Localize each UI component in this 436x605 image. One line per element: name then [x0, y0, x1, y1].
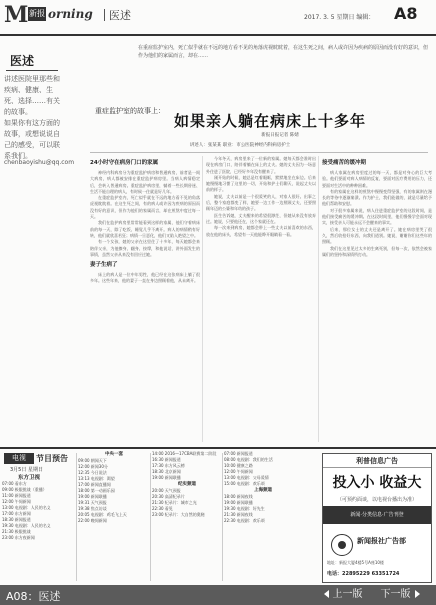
article-paragraph: 有的家属在这样的煎熬中慢慢变得坚强，有的家属则在漫长的等待中逐渐崩溃。作为护士，我们能做的，就是尽量给予他们帮助和安慰。	[322, 188, 432, 207]
tv-title: 节目预告	[36, 454, 68, 463]
article-paragraph: 在重症监护室内，死亡似乎就在不远的地方看不见的角落虎视眈眈着。在这生死之间，有的病人或许因为疾病的原因而没有好的意识，但作为他们的家属而言，却在煎熬中度过每一天。	[90, 195, 200, 220]
contact-email: chenbaoyishu@qq.com	[4, 159, 75, 166]
tv-listing: 07:00 新闻报道	[224, 451, 253, 456]
tv-listing: 12:35 今日说法	[78, 470, 107, 475]
tv-listing: 20:05 电视剧：鸡毛飞上天	[78, 512, 127, 517]
tv-listing: 15:00 电视剧：欢乐颂	[224, 481, 265, 486]
ad-address: 地址：新报大厦4楼5号A座10楼	[327, 560, 384, 565]
issue-date: 2017. 3. 5 星期日 编辑：	[304, 14, 375, 21]
tv-schedule-section	[0, 447, 436, 585]
tv-listing: 23:00 东方夜新闻	[2, 535, 35, 540]
tv-listing: 11:00 新闻报道	[2, 493, 31, 498]
headline-kicker: 重症监护室的故事上：	[95, 107, 165, 115]
tv-listing: 12:00 新闻30分	[78, 464, 108, 469]
tv-date: 3月5日 星期日	[10, 467, 43, 473]
tv-listing: 13:00 电视剧：父母爱情	[224, 475, 269, 480]
tv-listing: 22:00 晚间新闻	[78, 518, 107, 523]
tv-listing: 18:30 北京新闻	[152, 469, 181, 474]
article-column-2	[206, 156, 316, 442]
tv-listing: 18:30 新闻报道	[2, 517, 31, 522]
tv-listing: 09:00 朝闻天下	[78, 458, 107, 463]
column-sidebar	[0, 40, 75, 190]
tv-channel-subhead: 上海频道	[254, 488, 272, 493]
column-title: 医述	[10, 54, 35, 68]
article-paragraph: 对于很多家属来说，病人住进重症监护室的这段时间，是他们接受痛苦的缓冲期。在这段时间里，他们慢慢学会面对现实，接受亲人可能永远不会醒来的事实。	[322, 207, 432, 226]
logo-text: orning	[48, 7, 93, 21]
tv-title-box: 电视	[4, 453, 34, 464]
current-page-label: A08：医述	[6, 590, 61, 603]
tv-listing: 14:00 2016—17CBA联赛第二阶段	[152, 451, 217, 456]
article-paragraph: 今年冬天，病房里来了一位新的家属。她每天都会准时出现在病房门口，陪伴着躺在床上的丈夫。她的丈夫因为一场意外住进了医院，已经好多年没有醒来了。	[206, 156, 316, 174]
next-page-button[interactable]	[372, 587, 428, 603]
tv-listing: 07:00 看东方	[2, 481, 27, 486]
tv-channel-name: 东方卫视	[18, 475, 41, 481]
article-paragraph: 床上的病人是一位中年男性，他已经在这张病床上躺了很多年。这些年来，他的妻子一直在身边照顾着他，从未离开。	[90, 272, 200, 284]
tv-listing: 22:30 看见	[152, 506, 173, 511]
tv-listing: 10:00 健康之路	[224, 463, 253, 468]
article-body	[90, 156, 432, 442]
article-paragraph: 病人家属在病房里度过的每一天，都是对身心的巨大考验。他们要面对病人病情的反复，要面对医疗费用的压力，还要面对生活中的种种困难。	[322, 170, 432, 188]
tv-listing: 09:00 极限挑战（重播）	[2, 487, 47, 492]
article-paragraph: 我们在这里见过太多的生离死别，但每一次，依然会被家属们的坚持和深情所打动。	[322, 245, 432, 257]
article-column-3	[322, 156, 432, 442]
column-divider	[76, 453, 77, 581]
article-subhead: 24小时守在病房门口的家属	[90, 160, 159, 166]
arrow-right-icon	[415, 590, 420, 598]
masthead	[0, 0, 436, 36]
tv-column-1	[2, 481, 76, 583]
divider	[6, 70, 58, 71]
tv-listing: 13:13 电视剧：渴望	[78, 476, 115, 481]
page-number: A8	[394, 4, 418, 23]
advertisement[interactable]	[322, 453, 432, 583]
tv-listing: 19:30 电视剧：好先生	[224, 506, 265, 511]
ad-banner: 新闻·分类信息·广告刊登	[323, 506, 431, 524]
article-paragraph: 神经内科病房分为重症监护病房和普通病房，前者是一间大病房，病人都被安排在重症监护病房里。当病人病情稳定后，会转入普通病房。重症监护病房里，躺着一些长期昏迷、生活不能自理的病人，有时候一住就是好几年。	[90, 170, 200, 194]
logo-box: 新报	[28, 7, 46, 21]
tv-listing: 20:00 天气预报	[152, 488, 181, 493]
ad-note: （可预约面谈，以电视台播出为准）	[336, 497, 417, 503]
column-blurb	[4, 74, 66, 162]
tv-listing: 19:31 天气预报	[78, 500, 107, 505]
ad-company: 新闻报社广告部	[357, 537, 406, 545]
tv-listing: 19:30 电视剧：人民的名义	[2, 523, 51, 528]
column-invite: 如果你有这方面的故事，或想说说自己的感受，可以联系我们。	[4, 119, 60, 160]
article-intro: 在重症监护室内，死亡似乎就在不远的地方看不见的角落虎视眈眈着，在这生死之间，病人或许因为疾病的原因而没有好的意识，但作为他们的家属而言，却在……	[138, 45, 429, 59]
next-page-label: 下一版	[380, 589, 411, 600]
column-divider	[150, 453, 151, 581]
tv-listing: 12:00 午间新闻	[224, 469, 253, 474]
tv-listing: 19:38 焦点访谈	[78, 506, 107, 511]
article-paragraph: 医生告诉她，丈夫醒来的希望很渺茫，但她从来没有放弃过。她说，只要他还在，这个家就还在。	[206, 212, 316, 224]
tv-listing: 21:30 极限挑战	[2, 529, 31, 534]
divider	[90, 152, 428, 153]
tv-listing: 19:00 新闻联播	[78, 494, 107, 499]
tv-listing: 17:30 东方风云榜	[152, 463, 185, 468]
article-paragraph: 她说，丈夫以前是一个很爱笑的人，对家人很好。出事之后，整个家庭都变了样，她要一边工作一边照顾丈夫，还要照顾年迈的公婆和年幼的孩子。	[206, 193, 316, 212]
tv-channel-subhead: 中央一套	[105, 452, 123, 457]
column-divider	[222, 453, 223, 581]
tv-listing: 18:00 新闻夜线	[224, 494, 253, 499]
tv-listing: 18:00 第一动画乐园	[78, 488, 115, 493]
arrow-left-icon	[324, 590, 329, 598]
logo-letter: M	[4, 2, 29, 28]
ad-header: 利普信息广告	[323, 454, 431, 468]
narrator-line: 讲述人：张某某 职业：市公医院神经内科病房护士	[189, 143, 291, 148]
tv-listing: 19:00 新闻联播	[152, 475, 181, 480]
tv-listing: 19:00 新闻联播	[224, 500, 253, 505]
ad-phone: 电话：22895229 63351724	[327, 571, 400, 577]
column-divider	[318, 156, 319, 442]
byline: 新报日报记者 陈婧	[261, 133, 299, 138]
headline[interactable]: 如果亲人躺在病床上十多年	[173, 112, 366, 130]
logo-divider	[104, 9, 105, 21]
article-subhead: 妻子生病了	[90, 262, 118, 269]
tv-listing: 16:30 新闻报道	[152, 457, 181, 462]
tv-column-4	[224, 451, 302, 584]
company-logo-icon	[331, 534, 353, 556]
article-subhead: 接受痛苦的缓冲期	[322, 160, 367, 166]
column-description: 讲述医院里那些和疾病、健康、生死、选择……有关的故事。	[4, 75, 60, 116]
section-name: 医述	[109, 9, 131, 22]
prev-page-button[interactable]	[318, 587, 368, 603]
article-paragraph: 刚开始的时候，她总是红着眼眶，默默地坐在床边。后来她慢慢地习惯了这里的一切，开始和护士们聊天，说起丈夫以前的样子。	[206, 174, 316, 193]
tv-column-3	[152, 451, 222, 584]
tv-listing: 17:00 东方新闻	[2, 511, 31, 516]
article-paragraph: 我们在监护病房里常常能看到这样的家属，他们守着病床前的每一天，除了吃饭、睡觉几乎不离开。病人的病情稍有好转，他们就欣喜若狂；病情一旦恶化，他们又陷入绝望之中。	[90, 220, 200, 238]
ad-slogan: 投入小 收益大	[332, 475, 422, 491]
page-nav-bar	[0, 585, 436, 605]
tv-listing: 08:00 电视剧：我们的生活	[224, 457, 273, 462]
tv-listing: 21:30 新闻夜线	[224, 512, 253, 517]
tv-listing: 17:00 新闻直播间	[78, 482, 111, 487]
tv-listing: 12:00 午间新闻	[2, 499, 31, 504]
prev-page-label: 上一版	[332, 589, 363, 600]
tv-header	[4, 453, 74, 481]
article-column-1	[90, 156, 200, 442]
tv-listing: 23:00 纪录片：大自然的奥秘	[152, 512, 205, 517]
tv-listing: 20:30 高清纪录片	[152, 494, 185, 499]
tv-listing: 21:30 纪录片：城市之光	[152, 500, 197, 505]
tv-channel-subhead: 纪实频道	[178, 482, 196, 487]
article-paragraph: 后来，那位女士的丈夫还是离开了。她在病房里哭了很久，然后收拾好东西，向我们道别。她说，谢谢你们这些年的照顾。	[322, 226, 432, 245]
tv-listing: 22:30 电视剧：欢乐颂	[224, 518, 265, 523]
article-paragraph: 每一次来到病房，她都会带上一些丈夫以前喜欢的东西，放在他的床头，希望有一天他能睁开眼睛看一看。	[206, 225, 316, 237]
column-divider	[202, 156, 203, 442]
tv-listing: 13:00 电视剧：人民的名义	[2, 505, 51, 510]
tv-column-2	[78, 451, 150, 584]
article-paragraph: 有一个女孩，她的父亲在这里住了十多年，每天她都会来陪伴父亲，为他擦身、翻身、按摩，和他说话，讲外面发生的事情，虽然父亲从来没有回应过她。	[90, 239, 200, 257]
